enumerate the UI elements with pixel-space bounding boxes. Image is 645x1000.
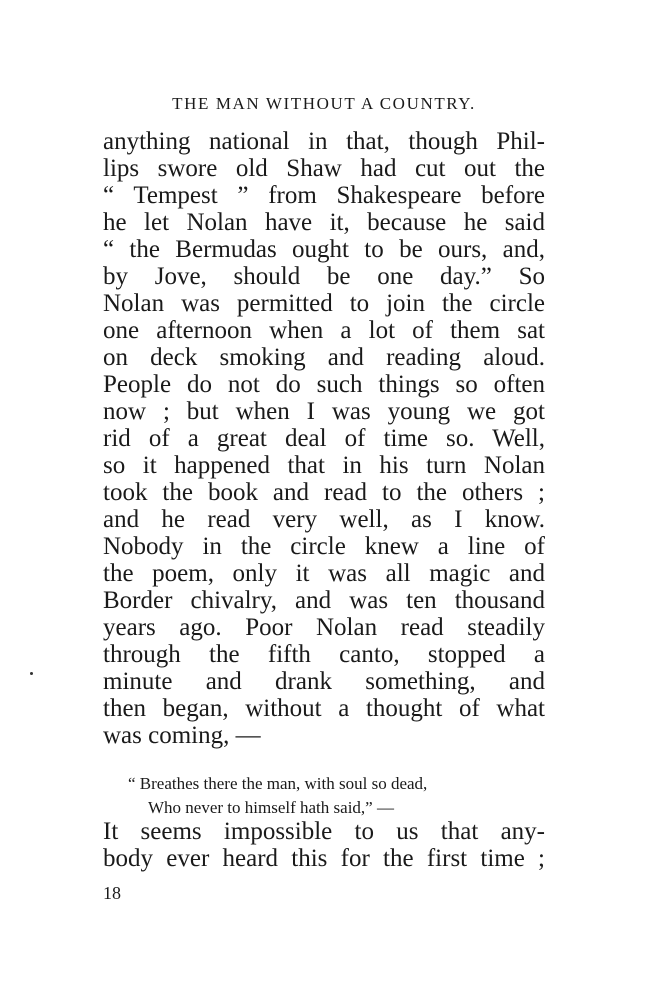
text-line: the poem, only it was all magic and [103,560,545,587]
text-line: “ Tempest ” from Shakespeare before [103,182,545,209]
text-line: now ; but when I was young we got [103,398,545,425]
text-line: took the book and read to the others ; [103,479,545,506]
text-line: lips swore old Shaw had cut out the [103,155,545,182]
verse-quotation [128,772,548,820]
text-line: on deck smoking and reading aloud. [103,344,545,371]
text-line: he let Nolan have it, because he said [103,209,545,236]
text-line: anything national in that, though Phil- [103,128,545,155]
running-title: THE MAN WITHOUT A COUNTRY. [172,94,476,113]
text-line: People do not do such things so often [103,371,545,398]
text-line: so it happened that in his turn Nolan [103,452,545,479]
text-line: minute and drank something, and [103,668,545,695]
text-line: Nobody in the circle knew a line of [103,533,545,560]
paragraph-2 [103,818,545,872]
text-line: “ the Bermudas ought to be ours, and, [103,236,545,263]
text-line: one afternoon when a lot of them sat [103,317,545,344]
text-line: rid of a great deal of time so. Well, [103,425,545,452]
text-line: Nolan was permitted to join the circle [103,290,545,317]
text-line: was coming, — [103,722,261,749]
text-line: Border chivalry, and was ten thousand [103,587,545,614]
text-line: then began, without a thought of what [103,695,545,722]
text-line: through the fifth canto, stopped a [103,641,545,668]
paragraph-1 [103,128,545,749]
ink-speck [30,672,33,675]
page-number: 18 [103,883,121,903]
text-line: and he read very well, as I know. [103,506,545,533]
verse-line: Who never to himself hath said,” — [148,798,394,817]
verse-line: “ Breathes there the man, with soul so dead, [128,774,428,793]
text-line: by Jove, should be one day.” So [103,263,545,290]
text-line: body ever heard this for the first time ; [103,845,545,872]
text-line: years ago. Poor Nolan read steadily [103,614,545,641]
text-line: It seems impossible to us that any- [103,818,545,845]
